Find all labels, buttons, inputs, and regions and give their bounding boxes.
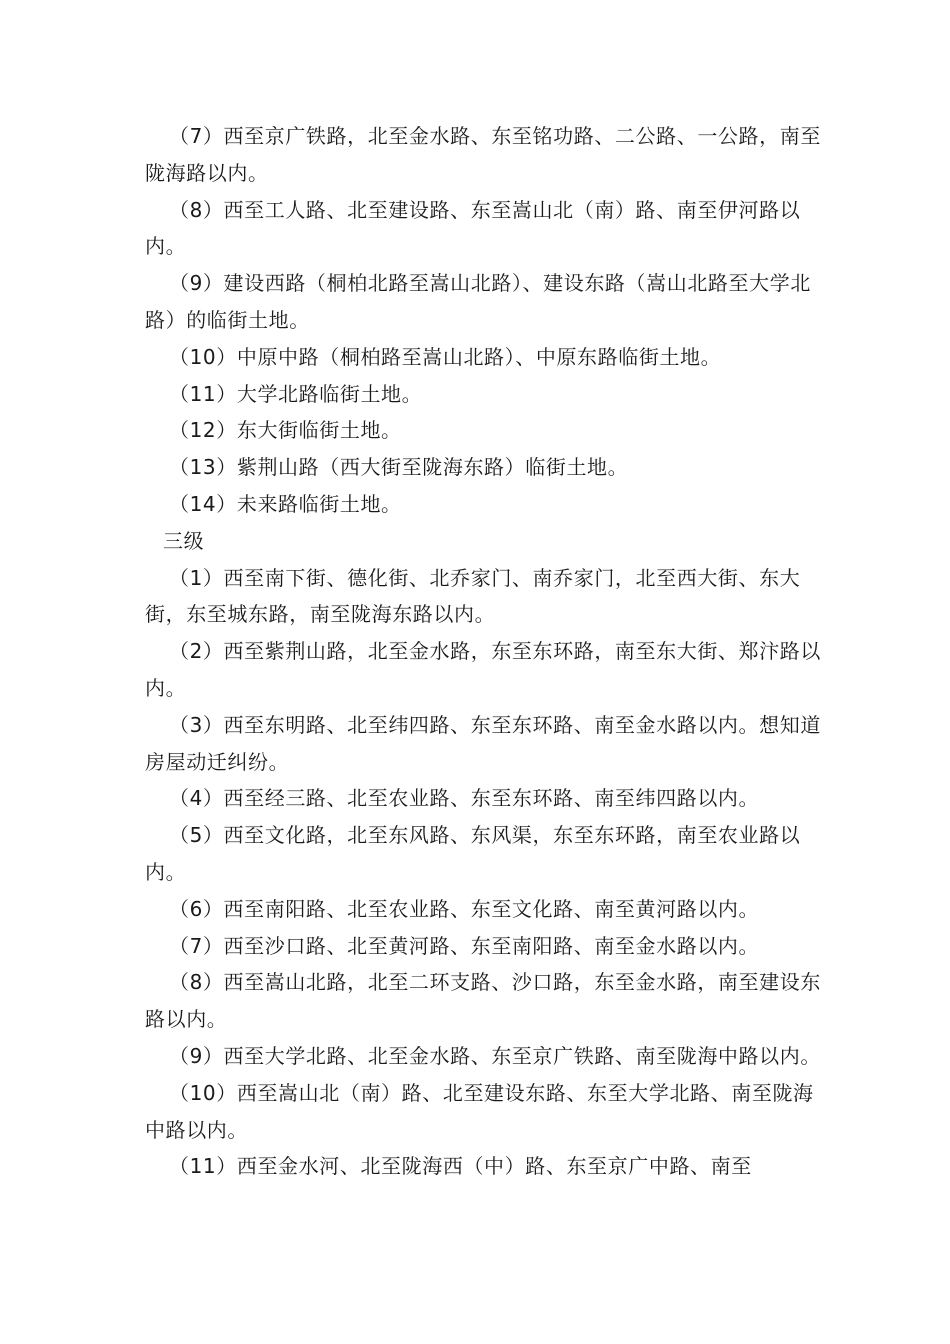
paragraph-item-9: （9）建设西路（桐柏北路至嵩山北路）、建设东路（嵩山北路至大学北路）的临街土地。 — [145, 271, 811, 332]
paragraph-item-13: （13）紫荆山路（西大街至陇海东路）临街土地。 — [169, 455, 629, 480]
paragraph-item-8b: （8）西至嵩山北路，北至二环支路、沙口路，东至金水路，南至建设东路以内。 — [145, 970, 821, 1032]
paragraph-item-9b: （9）西至大学北路、北至金水路、东至京广铁路、南至陇海中路以内。 — [169, 1043, 821, 1068]
paragraph-item-4: （4）西至经三路、北至农业路、东至东环路、南至纬四路以内。 — [169, 786, 760, 811]
paragraph-item-10: （10）中原中路（桐柏路至嵩山北路）、中原东路临街土地。 — [169, 344, 722, 369]
document-body — [145, 118, 825, 1185]
paragraph-item-11: （11）大学北路临街土地。 — [169, 381, 423, 406]
section-heading-level-3: 三级 — [163, 528, 205, 553]
paragraph-item-1: （1）西至南下街、德化街、北乔家门、南乔家门，北至西大街、东大街，东至城东路，南至陇海东路以内。 — [145, 565, 801, 627]
paragraph-item-7b: （7）西至沙口路、北至黄河路、东至南阳路、南至金水路以内。 — [169, 933, 760, 958]
paragraph-item-11b: （11）西至金水河、北至陇海西（中）路、东至京广中路、南至 — [169, 1154, 752, 1179]
paragraph-item-2: （2）西至紫荆山路，北至金水路，东至东环路，南至东大街、郑汴路以内。 — [145, 639, 821, 700]
paragraph-item-12: （12）东大街临街土地。 — [169, 418, 402, 443]
paragraph-item-10b: （10）西至嵩山北（南）路、北至建设东路、东至大学北路、南至陇海中路以内。 — [145, 1080, 814, 1142]
paragraph-item-7: （7）西至京广铁路，北至金水路、东至铭功路、二公路、一公路，南至陇海路以内。 — [145, 124, 821, 185]
paragraph-item-14: （14）未来路临街土地。 — [169, 491, 402, 516]
paragraph-item-8: （8）西至工人路、北至建设路、东至嵩山北（南）路、南至伊河路以内。 — [145, 197, 801, 259]
paragraph-item-3: （3）西至东明路、北至纬四路、东至东环路、南至金水路以内。想知道房屋动迁纠纷。 — [145, 712, 821, 774]
paragraph-item-6: （6）西至南阳路、北至农业路、东至文化路、南至黄河路以内。 — [169, 896, 760, 921]
paragraph-item-5: （5）西至文化路，北至东风路、东风渠，东至东环路，南至农业路以内。 — [145, 823, 801, 884]
